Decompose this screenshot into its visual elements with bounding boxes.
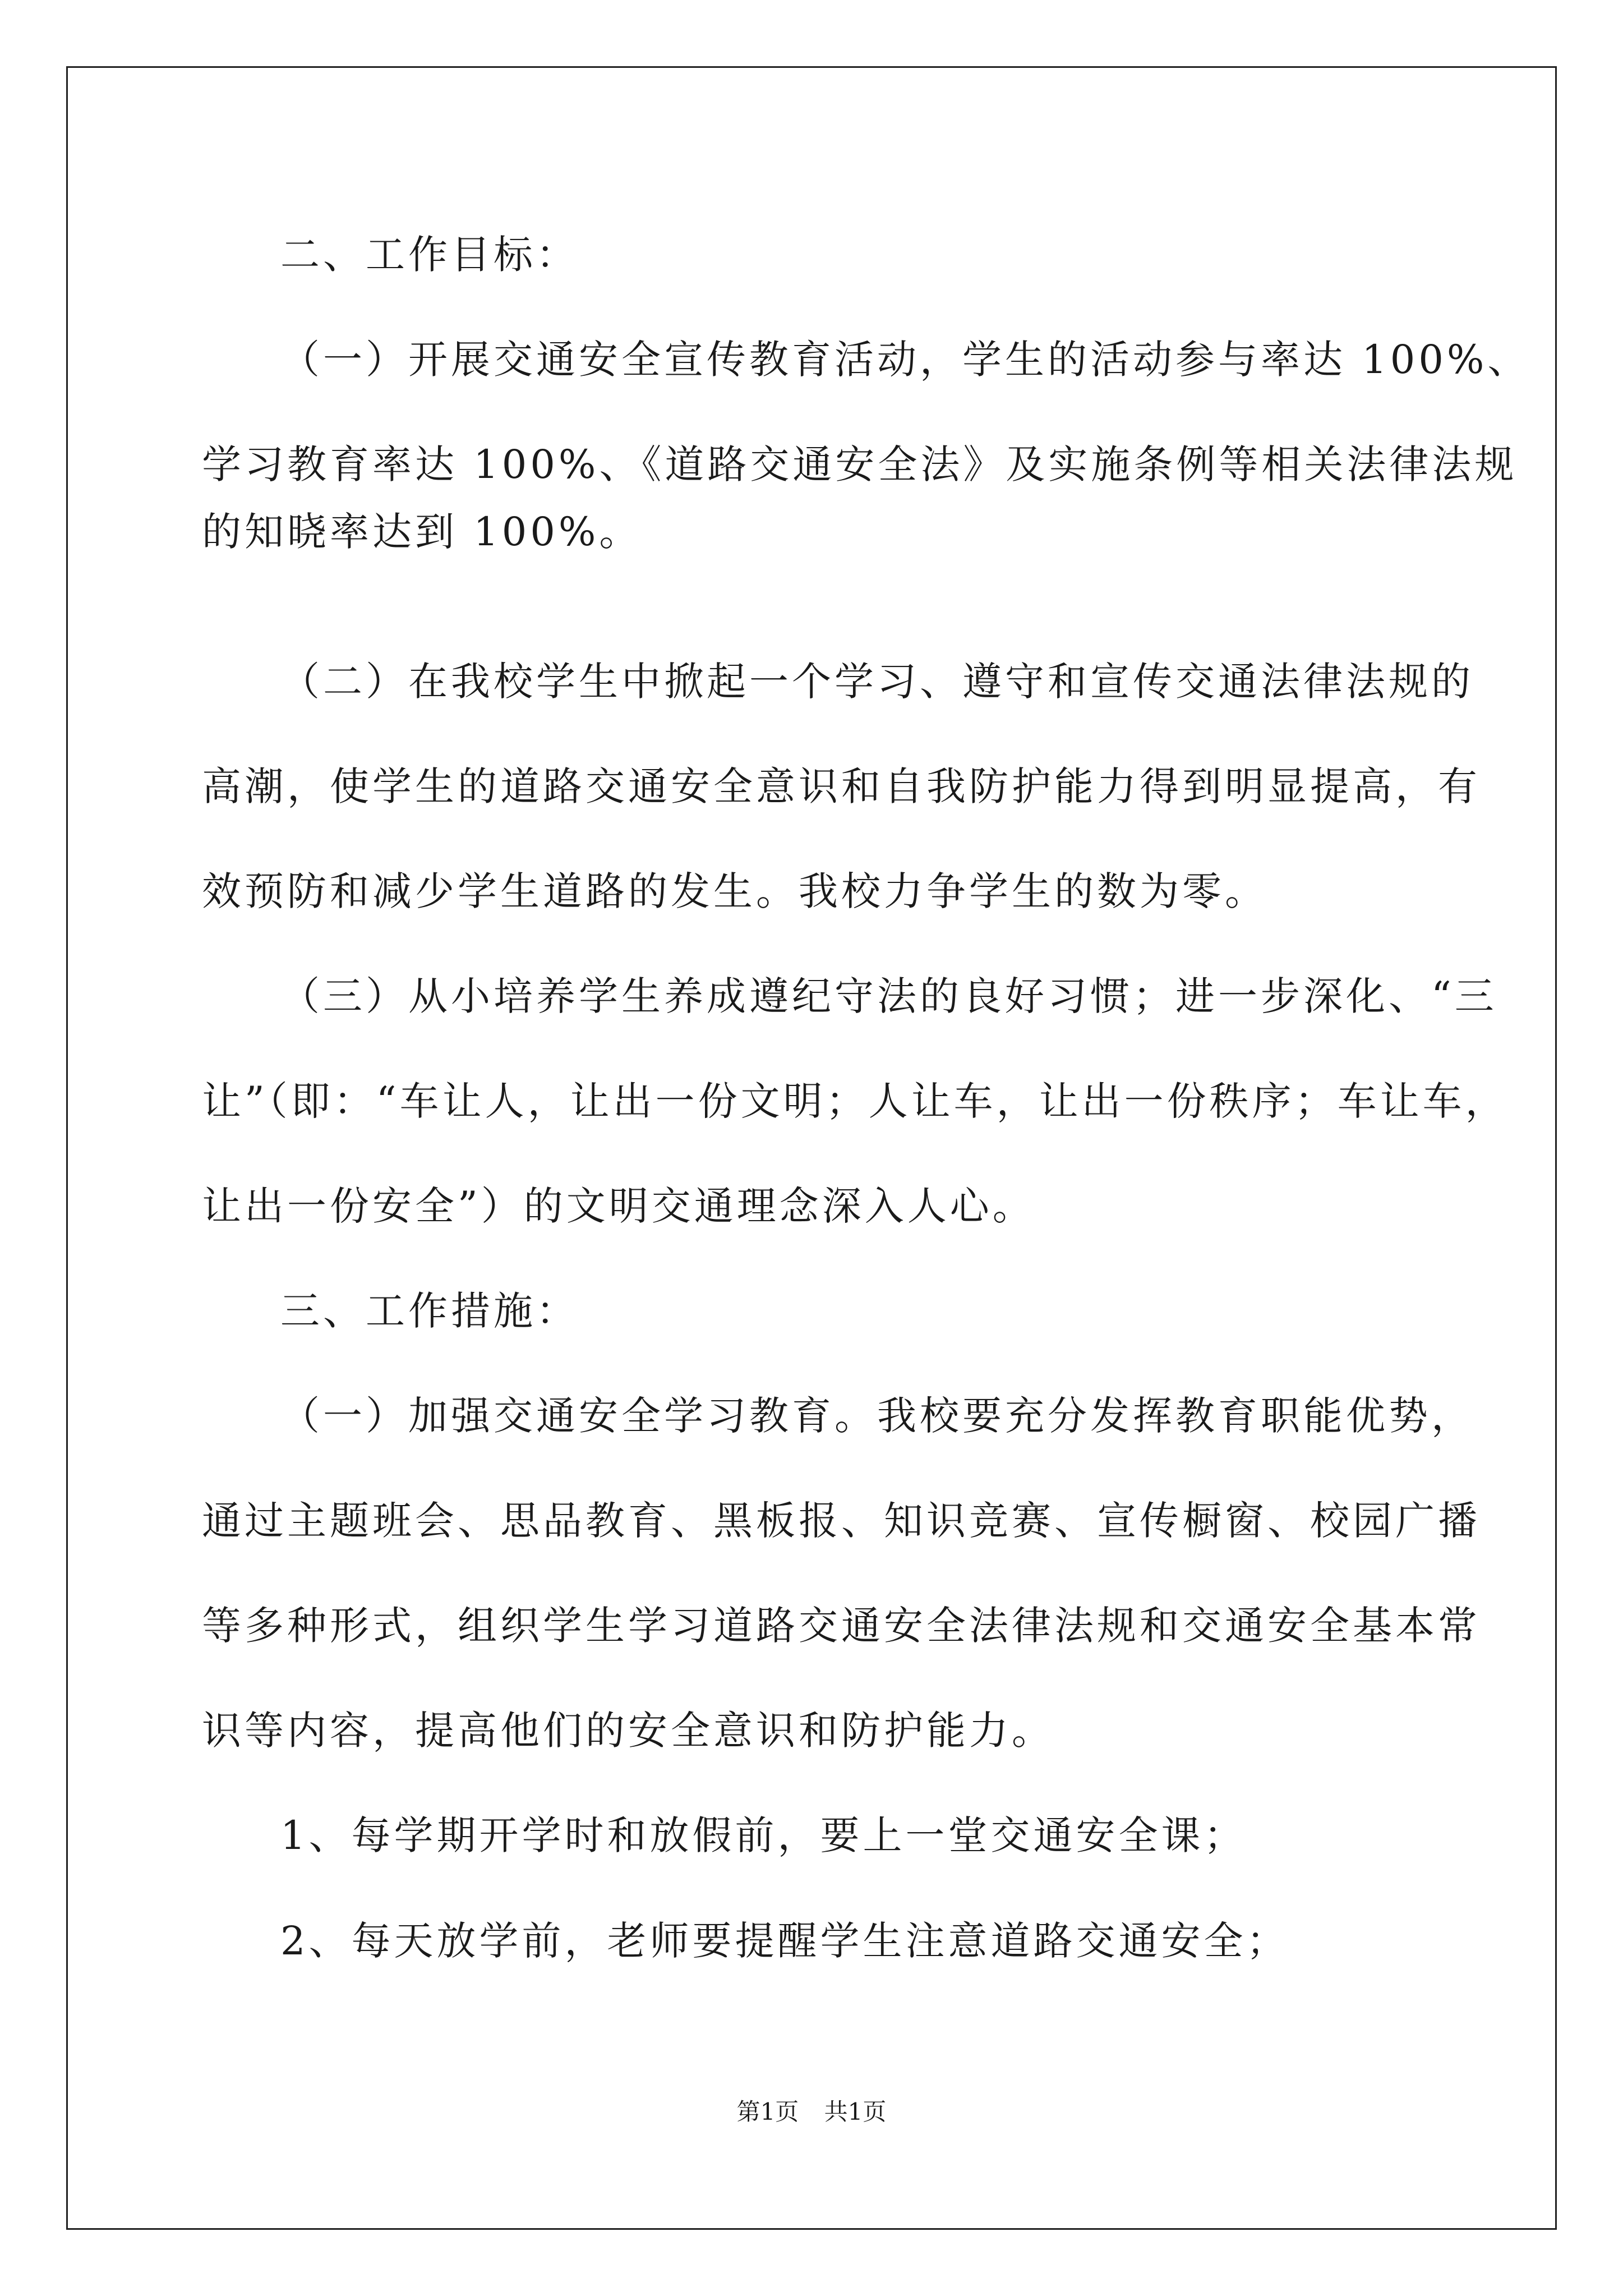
heading-work-goals: 二、工作目标： — [280, 232, 579, 278]
page-border — [66, 66, 1557, 2230]
paragraph-line: （二）在我校学生中掀起一个学习、遵守和宣传交通法律法规的 — [280, 659, 1474, 705]
paragraph-line: 识等内容，提高他们的安全意识和防护能力。 — [202, 1708, 1054, 1754]
paragraph-line: 学习教育率达 100%、《道路交通安全法》及实施条例等相关法律法规 — [202, 441, 1518, 487]
paragraph-line: 让出一份安全”）的文明交通理念深入人心。 — [202, 1183, 1035, 1229]
heading-work-measures: 三、工作措施： — [280, 1288, 579, 1334]
paragraph-line: 通过主题班会、思品教育、黑板报、知识竞赛、宣传橱窗、校园广播 — [202, 1498, 1481, 1544]
paragraph-line: （一）开展交通安全宣传教育活动，学生的活动参与率达 100%、 — [280, 337, 1530, 383]
paragraph-line: （三）从小培养学生养成遵纪守法的良好习惯；进一步深化、“三 — [280, 973, 1497, 1019]
page-total: 共1页 — [824, 2098, 887, 2125]
paragraph-line: 效预防和减少学生道路的发生。我校力争学生的数为零。 — [202, 868, 1267, 914]
page-footer — [0, 2098, 1623, 2126]
paragraph-line: 让”（即：“车让人，让出一份文明；人让车，让出一份秩序；车让车， — [202, 1078, 1508, 1124]
page-number: 第1页 — [736, 2098, 799, 2125]
list-item: 1、每学期开学时和放假前，要上一堂交通安全课； — [280, 1812, 1247, 1858]
list-item: 2、每天放学前，老师要提醒学生注意道路交通安全； — [280, 1918, 1289, 1964]
paragraph-line: 等多种形式，组织学生学习道路交通安全法律法规和交通安全基本常 — [202, 1603, 1481, 1649]
paragraph-line: （一）加强交通安全学习教育。我校要充分发挥教育职能优势， — [280, 1393, 1474, 1439]
paragraph-line: 高潮，使学生的道路交通安全意识和自我防护能力得到明显提高，有 — [202, 763, 1481, 809]
paragraph-line: 的知晓率达到 100%。 — [202, 509, 642, 555]
